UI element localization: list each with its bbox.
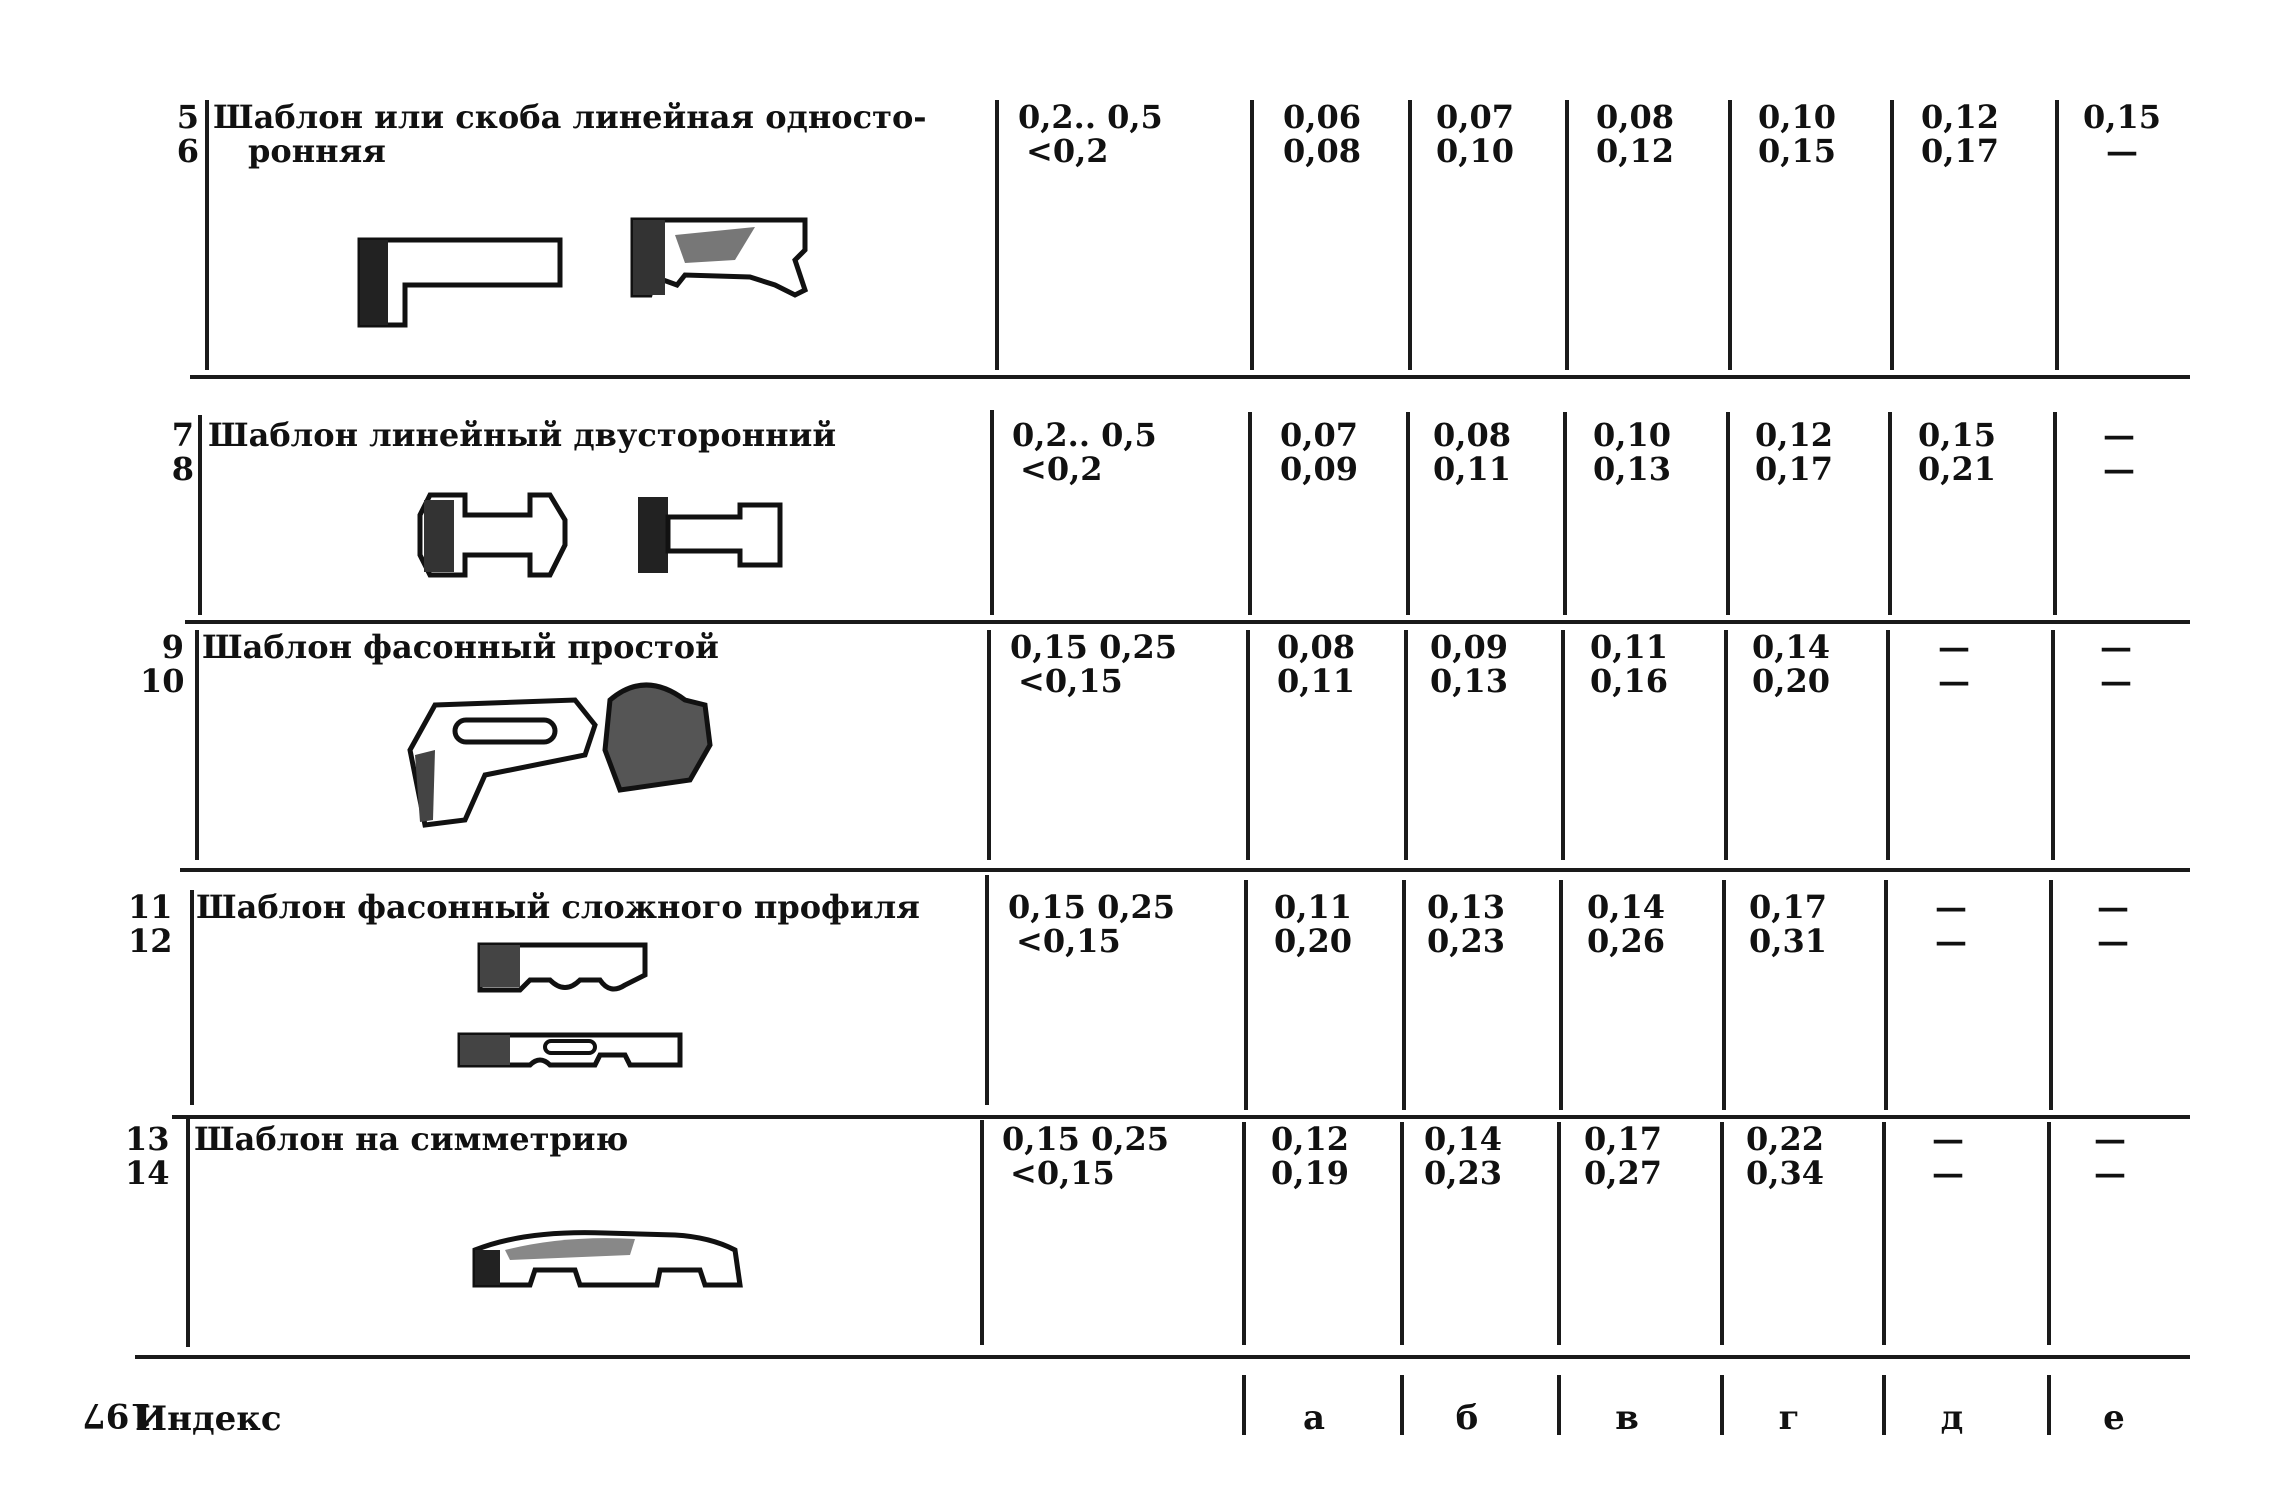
column-divider: [1408, 100, 1412, 370]
row-number: 6: [176, 132, 199, 170]
cell-value: —: [1938, 628, 1970, 666]
column-divider: [990, 410, 994, 615]
row-divider: [135, 1355, 2190, 1359]
cell-value: 0,13: [1427, 888, 1505, 926]
cell-value: 0,20: [1752, 662, 1830, 700]
cell-value: 0,13: [1593, 450, 1671, 488]
cell-value: 0,07: [1280, 416, 1358, 454]
column-divider: [1557, 1122, 1561, 1345]
row-number: 5: [176, 98, 199, 136]
column-divider: [1563, 412, 1567, 615]
column-index: г: [1778, 1398, 1800, 1438]
cell-value: 0,14: [1424, 1120, 1502, 1158]
cell-value: 0,17: [1584, 1120, 1662, 1158]
row-number: 9: [161, 628, 184, 666]
cell-value: 0,12: [1921, 98, 1999, 136]
cell-value: —: [2094, 1120, 2126, 1158]
column-divider: [1724, 630, 1728, 860]
column-divider: [987, 630, 991, 860]
column-divider: [1242, 1122, 1246, 1345]
cell-value: —: [2097, 922, 2129, 960]
cell-value: 0,11: [1274, 888, 1352, 926]
cell-value: 0,10: [1436, 132, 1514, 170]
column-index: в: [1615, 1398, 1639, 1438]
column-divider: [1406, 412, 1410, 615]
column-divider: [2053, 412, 2057, 615]
cell-value: —: [1932, 1154, 1964, 1192]
column-divider: [1246, 630, 1250, 860]
column-divider: [980, 1120, 984, 1345]
cell-value: 0,13: [1430, 662, 1508, 700]
template-figure-2: [410, 485, 790, 585]
row-number: 11: [128, 888, 173, 926]
cell-value: 0,12: [1596, 132, 1674, 170]
column-divider: [1244, 880, 1248, 1110]
cell-value: 0,14: [1587, 888, 1665, 926]
template-name: Шаблон линейный двусторонний: [208, 416, 837, 454]
column-divider: [1882, 1122, 1886, 1345]
column-index: д: [1940, 1398, 1964, 1438]
column-divider: [1404, 630, 1408, 860]
row-number: 14: [125, 1154, 170, 1192]
cell-value: 0,17: [1755, 450, 1833, 488]
tolerance-value: <0,15: [1018, 662, 1123, 700]
cell-value: 0,15: [1758, 132, 1836, 170]
column-divider: [205, 100, 209, 370]
cell-value: —: [1938, 662, 1970, 700]
column-divider: [1886, 630, 1890, 860]
column-divider: [1888, 412, 1892, 615]
column-divider: [2047, 1375, 2051, 1435]
cell-value: 0,14: [1752, 628, 1830, 666]
column-divider: [1557, 1375, 1561, 1435]
column-divider: [1561, 630, 1565, 860]
page-number: 197: [82, 1395, 153, 1435]
tolerance-value: 0,15 0,25: [1010, 628, 1178, 666]
index-label: Индекс: [135, 1399, 282, 1439]
column-divider: [2051, 630, 2055, 860]
cell-value: 0,21: [1918, 450, 1996, 488]
cell-value: 0,17: [1749, 888, 1827, 926]
tolerance-value: 0,2.. 0,5: [1018, 98, 1163, 136]
template-name: Шаблон на симметрию: [194, 1120, 629, 1158]
cell-value: 0,23: [1427, 922, 1505, 960]
tolerance-value: <0,15: [1016, 922, 1121, 960]
tolerance-value: <0,2: [1026, 132, 1109, 170]
cell-value: 0,10: [1758, 98, 1836, 136]
column-divider: [1720, 1375, 1724, 1435]
cell-value: 0,19: [1271, 1154, 1349, 1192]
cell-value: —: [2106, 132, 2138, 170]
cell-value: —: [2094, 1154, 2126, 1192]
cell-value: 0,07: [1436, 98, 1514, 136]
cell-value: 0,15: [2083, 98, 2161, 136]
row-number: 12: [128, 922, 173, 960]
cell-value: —: [1935, 888, 1967, 926]
cell-value: 0,08: [1433, 416, 1511, 454]
cell-value: —: [2100, 662, 2132, 700]
cell-value: 0,08: [1596, 98, 1674, 136]
column-divider: [1726, 412, 1730, 615]
cell-value: —: [1935, 922, 1967, 960]
template-figure-3: [405, 680, 745, 830]
cell-value: 0,09: [1280, 450, 1358, 488]
column-divider: [1882, 1375, 1886, 1435]
column-divider: [1242, 1375, 1246, 1435]
row-number: 10: [140, 662, 185, 700]
column-divider: [195, 630, 199, 860]
column-divider: [2055, 100, 2059, 370]
cell-value: 0,10: [1593, 416, 1671, 454]
template-name: Шаблон или скоба линейная односто-: [213, 98, 927, 136]
cell-value: 0,12: [1755, 416, 1833, 454]
column-divider: [198, 415, 202, 615]
cell-value: —: [2100, 628, 2132, 666]
row-divider: [172, 1115, 2190, 1119]
tolerance-value: <0,2: [1020, 450, 1103, 488]
cell-value: —: [2103, 416, 2135, 454]
row-number: 8: [171, 450, 194, 488]
tolerance-value: 0,15 0,25: [1008, 888, 1176, 926]
row-divider: [190, 375, 2190, 379]
column-divider: [995, 100, 999, 370]
cell-value: 0,11: [1277, 662, 1355, 700]
row-number: 7: [171, 416, 194, 454]
column-divider: [1565, 100, 1569, 370]
column-divider: [1559, 880, 1563, 1110]
cell-value: 0,12: [1271, 1120, 1349, 1158]
template-figure-1: [355, 215, 895, 340]
cell-value: —: [2103, 450, 2135, 488]
column-divider: [1248, 412, 1252, 615]
cell-value: 0,34: [1746, 1154, 1824, 1192]
template-figure-4: [450, 935, 690, 1080]
cell-value: 0,16: [1590, 662, 1668, 700]
column-index: а: [1302, 1398, 1326, 1438]
cell-value: 0,17: [1921, 132, 1999, 170]
cell-value: 0,15: [1918, 416, 1996, 454]
cell-value: 0,06: [1283, 98, 1361, 136]
cell-value: 0,27: [1584, 1154, 1662, 1192]
cell-value: 0,23: [1424, 1154, 1502, 1192]
template-name-continued: ронняя: [248, 132, 386, 170]
cell-value: 0,09: [1430, 628, 1508, 666]
column-divider: [985, 875, 989, 1105]
column-divider: [186, 1115, 190, 1347]
cell-value: 0,22: [1746, 1120, 1824, 1158]
column-divider: [1722, 880, 1726, 1110]
cell-value: 0,11: [1590, 628, 1668, 666]
row-divider: [180, 868, 2190, 872]
cell-value: —: [1932, 1120, 1964, 1158]
column-index: б: [1455, 1398, 1479, 1438]
column-index: е: [2103, 1398, 2125, 1438]
template-name: Шаблон фасонный сложного профиля: [196, 888, 920, 926]
column-divider: [1728, 100, 1732, 370]
cell-value: —: [2097, 888, 2129, 926]
row-divider: [185, 620, 2190, 624]
tolerance-value: <0,15: [1010, 1154, 1115, 1192]
cell-value: 0,20: [1274, 922, 1352, 960]
cell-value: 0,08: [1283, 132, 1361, 170]
cell-value: 0,11: [1433, 450, 1511, 488]
column-divider: [1884, 880, 1888, 1110]
cell-value: 0,26: [1587, 922, 1665, 960]
row-number: 13: [125, 1120, 170, 1158]
tolerance-value: 0,2.. 0,5: [1012, 416, 1157, 454]
template-figure-5: [465, 1225, 745, 1305]
column-divider: [1400, 1375, 1404, 1435]
cell-value: 0,31: [1749, 922, 1827, 960]
cell-value: 0,08: [1277, 628, 1355, 666]
template-name: Шаблон фасонный простой: [202, 628, 719, 666]
column-divider: [1720, 1122, 1724, 1345]
column-divider: [1250, 100, 1254, 370]
column-divider: [1890, 100, 1894, 370]
tolerance-value: 0,15 0,25: [1002, 1120, 1170, 1158]
column-divider: [190, 890, 194, 1105]
